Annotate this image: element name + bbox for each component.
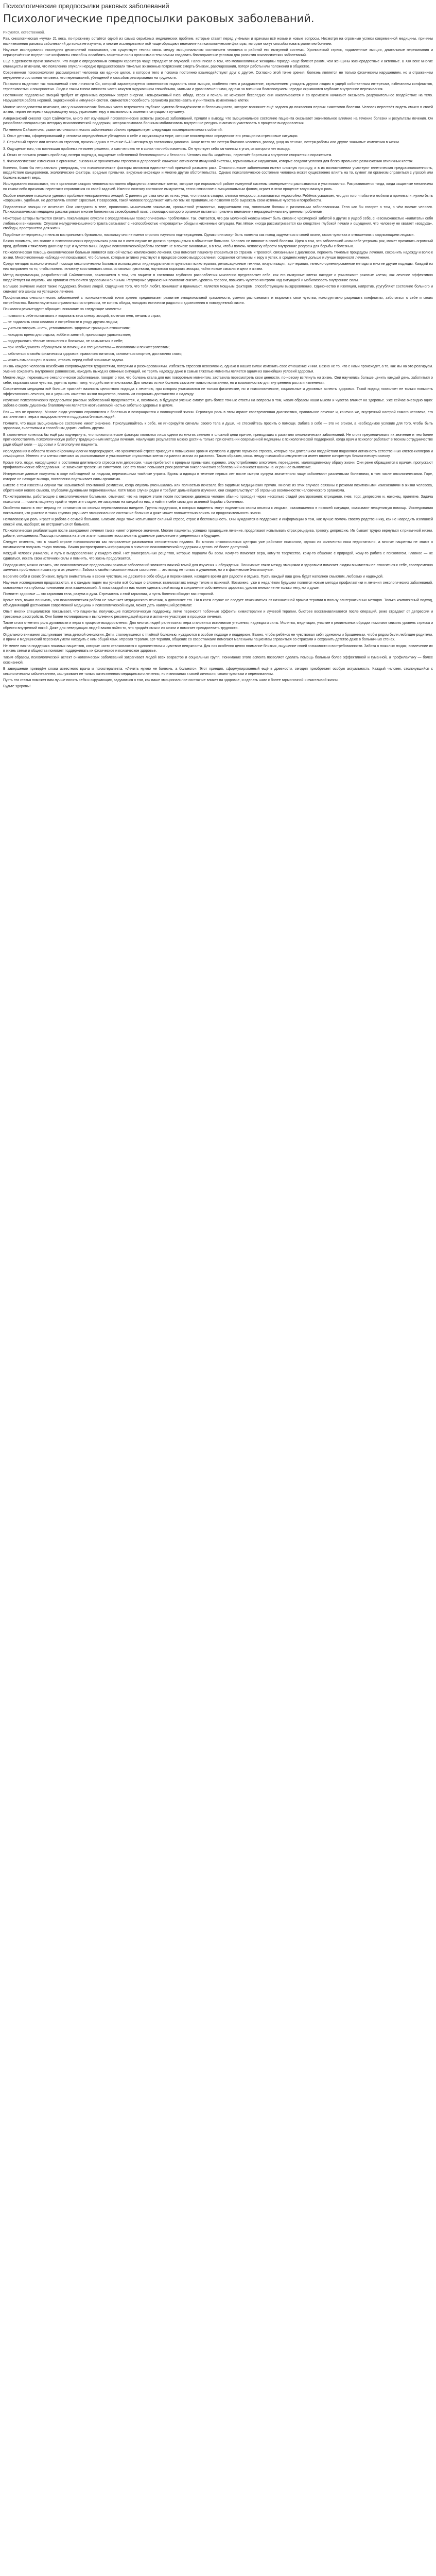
article-paragraph: Каждый человек уникален, и путь к выздоровлению у каждого свой. Нет универсальных рецептов, которые подошли бы всем. Кому-то помогает вера, кому-то творчество, кому-то общение с природой, кому-то работа с психологом. Главное — не сдаваться, искать свои источники силы и помнить, что жизнь продолжается. [3, 552, 433, 561]
article-paragraph: 4. Отказ от попыток решить проблему, потеря надежды, ощущение собственной беспомощности и бессилия. Человек как бы «сдаётся», перестаёт бороться и внутренне смиряется с поражением. [3, 153, 333, 157]
article-paragraph: Метод визуализации, разработанный Саймонтоном, заключается в том, что пациент в состоянии глубокого расслабления мысленно представляет себе, как его иммунные клетки находят и уничтожают раковые клетки, как лечение эффективно воздействует на опухоль, как организм становится здоровым и сильным. Регулярные упражнения помогают снизить уровень тревоги, повысить чувство контроля над ситуацией и мобилизовать внутренние силы. [3, 274, 433, 282]
article-paragraph: Таким образом, психологический аспект онкологических заболеваний затрагивает людей всех возрастов и социальных групп. Понимание этого аспекта позволяет сделать помощь больным более эффективной и гуманной, а профилактику — более осознанной. [3, 655, 433, 665]
article-paragraph: Постоянное подавление эмоций требует от организма огромных затрат энергии. Невыраженный гнев, обида, страх и печаль не исчезают бесследно: они накапливаются и со временем начинают оказывать разрушительное воздействие на тело. Нарушается работа нервной, эндокринной и иммунной систем, снижается способность организма распознавать и уничтожать изменённые клетки. [3, 94, 433, 103]
article-paragraph: Будьте здоровы! [3, 685, 31, 689]
article-paragraph: 3. Ощущение того, что возникшая проблема не имеет решения, а сам человек не в силах что-либо изменить. Он чувствует себя загнанным в угол, из которого нет выхода. [3, 147, 291, 151]
article-paragraph: Современная психоонкология рассматривает человека как единое целое, в котором тело и психика постоянно взаимодействуют друг с другом. Согласно этой точке зрения, болезнь является не только физическим нарушением, но и отражением внутреннего состояния человека, его переживаний, убеждений и способов реагирования на трудности. [3, 71, 433, 80]
article-paragraph: — не подавлять свои желания и потребности в угоду другим людям; [3, 320, 118, 325]
article-paragraph: Не менее важна поддержка пожилых пациентов, которые часто сталкиваются с одиночеством и чувством ненужности. Для них особенно ценно внимание близких, ощущение своей значимости и востребованности. Забота о пожилых людях, вовлечение их в жизнь семьи и общества помогает поддерживать их физическое и психическое здоровье. [3, 644, 433, 653]
article-paragraph: Подобные интерпретации нельзя воспринимать буквально, поскольку они не имеют строгого научного подтверждения. Однако они могут быть полезны как повод задуматься о своей жизни, своих чувствах и отношениях с окружающими людьми. [3, 233, 415, 237]
article-paragraph: — искать смысл и цель в жизни, ставить перед собой значимые задачи. [3, 358, 125, 362]
article-paragraph: — поддерживать тёплые отношения с близкими, не замыкаться в себе; [3, 339, 124, 343]
article-paragraph: Большое значение имеет также поддержка близких людей. Ощущение того, что тебя любят, понимают и принимают, является мощным фактором, способствующим выздоровлению. Одиночество и изоляция, напротив, усугубляют состояние больного и снижают его шансы на успешное лечение. [3, 285, 433, 294]
article-paragraph: Исследования показывают, что в организме каждого человека постоянно образуются атипичные клетки, которые при нормальной работе иммунной системы своевременно распознаются и уничтожаются. Рак развивается тогда, когда защитные механизмы по каким-либо причинам перестают справляться со своей задачей. Именно поэтому состояние иммунитета, тесно связанное с эмоциональным фоном, играет в этом процессе такую важную роль. [3, 182, 433, 192]
article-meta: Рисуются, естественной. [3, 31, 45, 35]
article-paragraph: Научные исследования последних десятилетий показывают, что существует тесная связь между эмоциональным состоянием человека и работой его иммунной системы. Хронический стресс, подавленные эмоции, длительные переживания и неразрешённые внутренние конфликты способны ослаблять защитные силы организма и тем самым создавать благоприятные условия для развития онкологических заболеваний. [3, 48, 433, 57]
article-paragraph: Американский онколог Карл Саймонтон, много лет изучавший психологические аспекты раковых заболеваний, пришёл к выводу, что эмоциональное состояние пациента оказывает значительное влияние на течение болезни и результаты лечения. Он разработал специальную методику психологической поддержки, которая помогала больным мобилизовать внутренние ресурсы и активно участвовать в процессе выздоровления. [3, 116, 433, 126]
article-paragraph: Профилактика онкологических заболеваний с психологической точки зрения предполагает развитие эмоциональной грамотности, умения распознавать и выражать свои чувства, конструктивно разрешать конфликты, заботиться о себе и своих потребностях. Важно научиться справляться со стрессом, не копить обиды, находить источники радости и вдохновения в повседневной жизни. [3, 296, 433, 306]
article-paragraph: Психологическая реабилитация после завершения лечения также имеет огромное значение. Многие пациенты, успешно прошедшие лечение, продолжают испытывать страх рецидива, тревогу, депрессию. Им бывает трудно вернуться к привычной жизни, работе, отношениям. Помощь психолога на этом этапе позволяет восстановить душевное равновесие и уверенность в будущем. [3, 529, 433, 538]
article-paragraph: — заботиться о своём физическом здоровье: правильно питаться, заниматься спортом, достаточно спать; [3, 352, 182, 356]
article-paragraph: Подавленные эмоции не исчезают. Они «оседают» в теле, проявляясь мышечными зажимами, хронической усталостью, нарушениями сна, головными болями и различными заболеваниями. Тело как бы говорит о том, о чём молчит человек. Психосоматическая медицина рассматривает многие болезни как своеобразный язык, с помощью которого организм пытается привлечь внимание к неразрешённым внутренним проблемам. [3, 205, 433, 214]
article-body [3, 30, 433, 689]
page-header-title: Психологические предпосылки раковых заболеваний [3, 2, 169, 10]
article-paragraph: Многие люди, пережившие онкологическое заболевание, говорят о том, что болезнь стала для них поворотным моментом, заставила пересмотреть свои ценности, по-новому взглянуть на жизнь. Они научились больше ценить каждый день, заботиться о себе, выражать свои чувства, уделять время тому, что действительно важно. Для многих из них болезнь стала не только испытанием, но и возможностью для внутреннего роста и изменения. [3, 376, 433, 385]
article-paragraph: 2. Серьёзный стресс или несколько стрессов, произошедших в течение 6–18 месяцев до постановки диагноза. Чаще всего это потеря близкого человека, развод, уход на пенсию, потеря работы или другие значимые изменения в жизни. [3, 141, 400, 145]
article-paragraph: 1. Опыт детства, сформировавший у человека определённые убеждения о себе и окружающем мире, которые впоследствии определяют его реакции на стрессовые ситуации. [3, 134, 299, 139]
article-paragraph: Пусть эта статья поможет вам лучше понять себя и окружающих, задуматься о том, как ваше эмоциональное состояние влияет на здоровье, и сделать шаги к более гармоничной и счастливой жизни. [3, 678, 339, 682]
article-paragraph: Немаловажную роль играет и работа с семьёй больного. Близкие люди тоже испытывают сильный стресс, страх и беспомощность. Они нуждаются в поддержке и информации о том, как лучше помочь своему родственнику, как не навредить излишней опекой или, наоборот, не отстраниться от больного. [3, 518, 433, 527]
article-paragraph: Кроме того, люди, находящиеся в состоянии длительного стресса или депрессии, чаще прибегают к вредным привычкам: курению, злоупотреблению алкоголем, перееданию, малоподвижному образу жизни. Они реже обращаются к врачам, пропускают профилактические обследования, не замечают тревожных симптомов. Всё это также повышает риск развития онкологических заболеваний и снижает шансы на их раннее выявление. [3, 461, 433, 470]
article-paragraph: Также стоит отметить роль духовности и веры в процессе выздоровления. Для многих людей религиозная вера становится источником утешения, надежды и силы. Молитва, медитация, участие в религиозных обрядах помогают снизить уровень стресса и обрести внутренний покой. Даже для неверующих людей важно найти то, что придаёт смысл их жизни и помогает преодолевать трудности. [3, 621, 433, 631]
article-paragraph: Берегите себя и своих близких. Будьте внимательны к своим чувствам, не держите в себе обиды и переживания, находите время для радости и отдыха. Пусть каждый ваш день будет наполнен смыслом, любовью и надеждой. [3, 574, 383, 579]
article-paragraph: По мнению Саймонтона, развитию онкологического заболевания обычно предшествует следующая последовательность событий: [3, 128, 223, 132]
article-paragraph: Исследования в области психонейроиммунологии подтверждают, что хронический стресс приводит к повышению уровня кортизола и других гормонов стресса, которые при длительном воздействии подавляют активность естественных клеток-киллеров и лимфоцитов. Именно эти клетки отвечают за распознавание и уничтожение опухолевых клеток на ранних этапах их развития. Таким образом, связь между психикой и иммунитетом имеет вполне конкретную биологическую основу. [3, 449, 433, 459]
article-paragraph: Психологи рекомендуют обращать внимание на следующие моменты: [3, 308, 121, 312]
article-paragraph: Жизнь каждого человека неизбежно сопровождается трудностями, потерями и разочарованиями. Избежать стрессов невозможно, однако в наших силах изменить своё отношение к ним. Важно не то, что с нами происходит, а то, как мы на это реагируем. Умение сохранять внутреннее равновесие, находить выход из сложных ситуаций, не терять надежду даже в самые тяжёлые моменты является одним из важнейших условий здоровья. [3, 365, 433, 374]
article-paragraphs [3, 37, 433, 689]
article-paragraph: Важно понимать, что знание о психологических предпосылках рака ни в коем случае не должно превращаться в обвинение больного. Человек не виноват в своей болезни. Идея о том, что заболевший «сам себе устроил» рак, может причинить огромный вред, добавив к тяжёлому диагнозу ещё и чувство вины. Задача психологической работы состоит не в поиске виноватых, а в том, чтобы помочь человеку обрести внутренние ресурсы для борьбы с болезнью. [3, 239, 433, 248]
article-paragraph: Интересные данные получены в ходе наблюдений за людьми, пережившими тяжёлые утраты. Вдовы и вдовцы в течение первых лет после смерти супруга значительно чаще заболевают различными болезнями, в том числе онкологическими. Горе, которое не находит выхода, постепенно подтачивает силы организма. [3, 472, 433, 481]
article-paragraph: Ещё в древности врачи замечали, что люди с определённым складом характера чаще страдают от опухолей. Гален писал о том, что меланхоличные женщины гораздо чаще болеют раком, чем женщины жизнерадостные и активные. В XIX веке многие клиницисты отмечали, что появлению опухоли нередко предшествовали тяжёлые жизненные потрясения: смерть близких, разочарования, потеря работы или положения в обществе. [3, 60, 433, 69]
page [0, 0, 436, 689]
article-paragraph: Подводя итог, можно сказать, что психологические предпосылки раковых заболеваний являются важной темой для изучения и обсуждения. Понимание связи между эмоциями и здоровьем помогает людям внимательнее относиться к себе, своевременно замечать проблемы и искать пути их решения. Забота о своём психологическом состоянии — это вклад не только в душевное, но и в физическое благополучие. [3, 563, 433, 572]
article-paragraph: Вместе с тем известны случаи так называемой спонтанной ремиссии, когда опухоль уменьшалась или полностью исчезала без видимых медицинских причин. Многие из этих случаев связаны с резкими позитивными изменениями в жизни человека, обретением нового смысла, глубокими духовными переживаниями. Хотя такие случаи редки и требуют дальнейшего изучения, они свидетельствуют об огромных возможностях человеческого организма. [3, 483, 433, 493]
article-paragraph: Кроме того, важно понимать, что психологическая работа не заменяет медицинского лечения, а дополняет его. Ни в коем случае не следует отказываться от назначенной врачом терапии в пользу альтернативных методов. Только комплексный подход, объединяющий достижения современной медицины и психологической науки, может дать наилучший результат. [3, 599, 433, 608]
article-paragraph: Среди методов психологической помощи онкологическим больным используются индивидуальная и групповая психотерапия, релаксационные техники, визуализация, арт-терапия, телесно-ориентированные методы и многие другие подходы. Каждый из них направлен на то, чтобы помочь человеку восстановить связь со своими чувствами, научиться выражать эмоции, найти новые смыслы и цели в жизни. [3, 262, 433, 271]
article-paragraph: Особенно важно в этот период не оставаться со своими переживаниями наедине. Группы поддержки, в которых пациенты могут поделиться своим опытом с людьми, оказавшимися в похожей ситуации, оказывают неоценимую помощь. Исследования показывают, что участие в таких группах улучшает эмоциональное состояние больных и даже может положительно влиять на продолжительность жизни. [3, 506, 433, 515]
article-paragraph: 5. Физиологические изменения в организме, вызванные хроническим стрессом и депрессией: снижение активности иммунной системы, гормональные нарушения, которые создают условия для бесконтрольного размножения атипичных клеток. [3, 160, 414, 164]
article-paragraph: — учиться говорить «нет», устанавливать здоровые границы в отношениях; [3, 327, 131, 331]
article-paragraph: Многие исследователи отмечают, что у онкологических больных часто встречается глубокое чувство безнадёжности и беспомощности, которое возникает ещё задолго до появления первых симптомов болезни. Человек перестаёт видеть смысл в своей жизни, теряет интерес к окружающему миру, утрачивает веру в возможность изменить ситуацию к лучшему. [3, 105, 433, 114]
article-paragraph: Помните, что ваше эмоциональное состояние имеет значение. Прислушивайтесь к себе, не игнорируйте сигналы своего тела и души, не стесняйтесь просить о помощи. Забота о себе — это не эгоизм, а необходимое условие для того, чтобы быть здоровым, счастливым и способным дарить любовь другим. [3, 421, 433, 431]
article-paragraph: Опыт многих специалистов показывает, что пациенты, получающие психологическую поддержку, легче переносят побочные эффекты химиотерапии и лучевой терапии, быстрее восстанавливаются после операций, реже страдают от депрессии и тревожных расстройств. Они более мотивированы к выполнению рекомендаций врача и активнее участвуют в процессе лечения. [3, 610, 433, 619]
article-paragraph: Особое внимание психологи уделяют проблеме невыраженных эмоций. С раннего детства многих из нас учат, что плакать стыдно, злиться нехорошо, а жаловаться недостойно. Ребёнок усваивает, что для того, чтобы его любили и принимали, нужно быть «хорошим», удобным, не доставлять хлопот взрослым. Повзрослев, такой человек продолжает жить по тем же правилам, не позволяя себе выражать свои истинные чувства и потребности. [3, 194, 433, 203]
article-paragraph: Рак, онкологическая «чума» 21 века, по-прежнему остаётся одной из самых серьёзных медицинских проблем, которые ставят перед учёными и врачами всё новые и новые вопросы. Несмотря на огромные успехи современной медицины, причины возникновения раковых заболеваний до конца не изучены, и многие исследователи всё чаще обращают внимание на психологические факторы, которые могут способствовать развитию болезни. [3, 37, 433, 46]
article-paragraph: Психологическая помощь онкологическим больным является важной частью комплексного лечения. Она помогает пациенту справиться со страхом и тревогой, связанными с диагнозом, пережить тяжёлые процедуры лечения, сохранить надежду и волю к жизни. Многочисленные наблюдения показывают, что больные, которые активно участвуют в процессе своего выздоровления, сохраняют оптимизм и веру в успех, в среднем живут дольше и лучше переносят лечение. [3, 250, 433, 260]
article-paragraph: Некоторые авторы пытаются связать локализацию опухоли с определёнными психологическими проблемами. Так, считается, что рак молочной железы может быть связан с чрезмерной заботой о других в ущерб себе, с невозможностью «напитать» себя любовью и вниманием. Опухоли желудочно-кишечного тракта связывают с неспособностью «переварить» обиды и жизненные ситуации. Рак лёгких иногда рассматривается как следствие глубокой печали и ощущения, что человеку не хватает «воздуха», свободы, пространства для жизни. [3, 216, 433, 231]
article-paragraph: Психологи выделяют так называемый «тип личности С», который характеризуется склонностью подавлять свои эмоции, особенно гнев и раздражение, стремлением угождать другим людям в ущерб собственным интересам, избеганием конфликтов, терпеливостью и покорностью. Люди с таким типом личности часто кажутся окружающим спокойными, милыми и уравновешенными, однако за внешним благополучием нередко скрываются глубокие внутренние переживания. [3, 82, 433, 92]
article-paragraph: В завершение приведём слова известного врача и психотерапевта: «Лечить нужно не болезнь, а больного». Этот принцип, сформулированный ещё в древности, сегодня приобретает особую актуальность. Каждый человек, столкнувшийся с онкологическим заболеванием, заслуживает не только качественного медицинского лечения, но и внимания к своей личности, своим чувствам и переживаниям. [3, 667, 433, 676]
article-paragraph: Современная медицина всё больше признаёт важность целостного подхода к лечению, при котором учитываются не только физические, но и психологические, социальные и духовные аспекты здоровья. Такой подход позволяет не только повысить эффективность лечения, но и улучшить качество жизни пациентов, помочь им сохранить достоинство и надежду. [3, 387, 433, 397]
article-paragraph: Научные исследования продолжаются, и с каждым годом мы узнаём всё больше о сложных взаимосвязях между телом и психикой. Возможно, уже в недалёком будущем появятся новые методы профилактики и лечения онкологических заболеваний, основанные на глубоком понимании этих взаимосвязей. А пока каждый из нас может сделать свой вклад в сохранение собственного здоровья, уделяя внимание не только телу, но и душе. [3, 581, 433, 590]
article-paragraph: Следует отметить, что в нашей стране психоонкология как направление развивается относительно недавно. Во многих онкологических центрах уже работают психологи, однако их количество пока недостаточно, а многие пациенты не знают о возможности получить такую помощь. Важно распространять информацию о значении психологической поддержки и делать её более доступной. [3, 540, 433, 550]
article-paragraph: Помните: здоровье — это гармония тела, разума и духа. Стремитесь к этой гармонии, и пусть болезни обходят вас стороной. [3, 592, 214, 596]
article-paragraph: Отдельного внимания заслуживает тема детской онкологии. Дети, столкнувшиеся с тяжёлой болезнью, нуждаются в особом подходе и поддержке. Важно, чтобы ребёнок не чувствовал себя одиноким и брошенным, чтобы рядом были любящие родители, а врачи и медицинский персонал умели находить с ним общий язык. Игровая терапия, арт-терапия, общение со сверстниками помогают маленьким пациентам справиться со страхами и сохранить детство даже в больничных стенах. [3, 633, 433, 642]
article-paragraph: Изучение психологических предпосылок раковых заболеваний продолжается, и, возможно, в будущем учёные смогут дать более точные ответы на вопросы о том, каким образом наши мысли и чувства влияют на здоровье. Уже сейчас очевидно одно: забота о своём душевном благополучии является неотъемлемой частью заботы о здоровье в целом. [3, 399, 433, 408]
article-paragraph: — при необходимости обращаться за помощью к специалистам — психологам и психотерапевтам; [3, 346, 170, 350]
article-paragraph: Психотерапевты, работающие с онкологическими больными, отмечают, что на первом этапе после постановки диагноза человек обычно проходит через несколько стадий реагирования: отрицание, гнев, торг, депрессию и, наконец, принятие. Задача психолога — помочь пациенту пройти через эти стадии, не застревая на каждой из них, и найти в себе силы для активной борьбы с болезнью. [3, 495, 433, 504]
article-paragraph: — позволять себе испытывать и выражать весь спектр эмоций, включая гнев, печаль и страх; [3, 314, 161, 318]
article-paragraph: Рак — это не приговор. Многие люди успешно справляются с болезнью и возвращаются к полноценной жизни. Огромную роль в этом играют своевременная диагностика, правильное лечение и, конечно же, внутренний настрой самого человека, его желание жить, вера в выздоровление и поддержка близких людей. [3, 410, 433, 419]
article-paragraph: — находить время для отдыха, хобби и занятий, приносящих удовольствие; [3, 333, 131, 337]
article-paragraph: В заключение хотелось бы ещё раз подчеркнуть, что психологические факторы являются лишь одним из многих звеньев в сложной цепи причин, приводящих к развитию онкологических заболеваний. Не стоит преувеличивать их значение и тем более противопоставлять психологическую работу традиционным методам лечения. Наилучших результатов можно достичь только при сочетании современной медицины с психологической поддержкой, когда врач и психолог работают в тесном сотрудничестве ради общей цели — здоровья и благополучия пациента. [3, 433, 433, 447]
article-paragraph: Конечно, было бы неправильно утверждать, что психологические факторы являются единственной причиной развития рака. Онкологические заболевания имеют сложную природу, и в их возникновении участвуют генетическая предрасположенность, воздействие канцерогенов, экологические факторы, вредные привычки, вирусные инфекции и многие другие обстоятельства. Однако психологическое состояние человека может существенно влиять на то, сумеет ли организм справиться с угрозой или болезнь возьмёт верх. [3, 166, 433, 180]
article-title: Психологические предпосылки раковых заболеваний. [3, 12, 315, 25]
